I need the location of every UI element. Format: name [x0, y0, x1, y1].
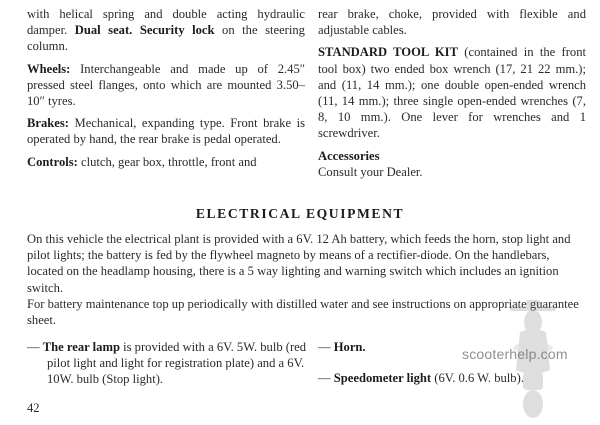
intro-text: with helical spring and double acting hydraulic [27, 7, 305, 21]
rear-lamp-text: is provided with a 6V. 5W. bulb (red pilot light and light for registration plate) and a 6V. 10W. bulb (Stop light). [47, 340, 307, 387]
wheels-text: Interchangeable and made up of 2.45″ pressed steel flanges, onto which are mounted 3.50–10″ tyres. [27, 61, 305, 109]
rear-lamp-label: The rear lamp [42, 340, 120, 354]
left-column [27, 6, 305, 170]
section-heading: ELECTRICAL EQUIPMENT [195, 206, 405, 221]
speedometer-text: (6V. 0.6 W. bulb). [431, 371, 524, 386]
dash: — [318, 340, 334, 354]
electrical-paragraph-2: For battery maintenance top up periodically with distilled water and see instructions on appropriate guarantee sheet. [27, 296, 579, 328]
horn-label: Horn. [333, 340, 366, 354]
brakes-paragraph [27, 115, 305, 147]
dash: — [27, 340, 43, 354]
dash: — [318, 371, 334, 386]
controls-text: clutch, gear box, throttle, front and [77, 154, 257, 169]
controls-continued: rear brake, choke, provided with flexible and adjustable cables. [318, 7, 586, 38]
right-column [318, 6, 586, 180]
brakes-text: Mechanical, expanding type. Front brake is operated by hand, the rear brake is pedal operated. [27, 116, 305, 147]
tool-kit-text: (contained in the front tool box) two ended box wrench (17, 21 22 mm.); and (11, 14 mm.); one double open-ended wrench (11, 14 mm.); three single open-ended wrenches (7, 8, 10 mm.). One lever for wrenches and 1 screwdriver. [318, 45, 586, 141]
electrical-paragraph-1: On this vehicle the electrical plant is provided with a 6V. 12 Ah battery, which feeds the horn, stop light and pilot lights; the battery is fed by the flywheel magneto by means of a rectifier-diode. On the handlebars, located on the headlamp housing, there is a 5 way lighting and warning switch which includes an ignition switch. [27, 232, 571, 295]
rear-lamp-entry [27, 339, 307, 388]
accessories-heading [318, 148, 586, 164]
controls-label: Controls: [27, 154, 78, 169]
watermark-text: scooterhelp.com [462, 346, 568, 362]
speedometer-label: Speedometer light [333, 371, 432, 386]
accessories-text: Consult your Dealer. [318, 164, 423, 179]
intro-text-3: on the steering column. [27, 23, 305, 54]
page-number: 42 [27, 401, 40, 415]
brakes-label: Brakes: [27, 116, 69, 131]
rear-lamp-item [27, 339, 307, 388]
dual-seat-label: Dual seat. [74, 23, 133, 38]
wheels-label: Wheels: [27, 61, 71, 76]
wheels-paragraph [27, 61, 305, 110]
accessories-label: Accessories [318, 148, 380, 163]
security-lock-label: Security lock [132, 23, 215, 38]
tool-kit-label: STANDARD TOOL KIT [318, 45, 458, 60]
intro-text-2: damper. [27, 23, 75, 38]
intro-paragraph [27, 6, 305, 55]
controls-paragraph [27, 154, 305, 170]
tool-kit-paragraph [318, 44, 586, 141]
